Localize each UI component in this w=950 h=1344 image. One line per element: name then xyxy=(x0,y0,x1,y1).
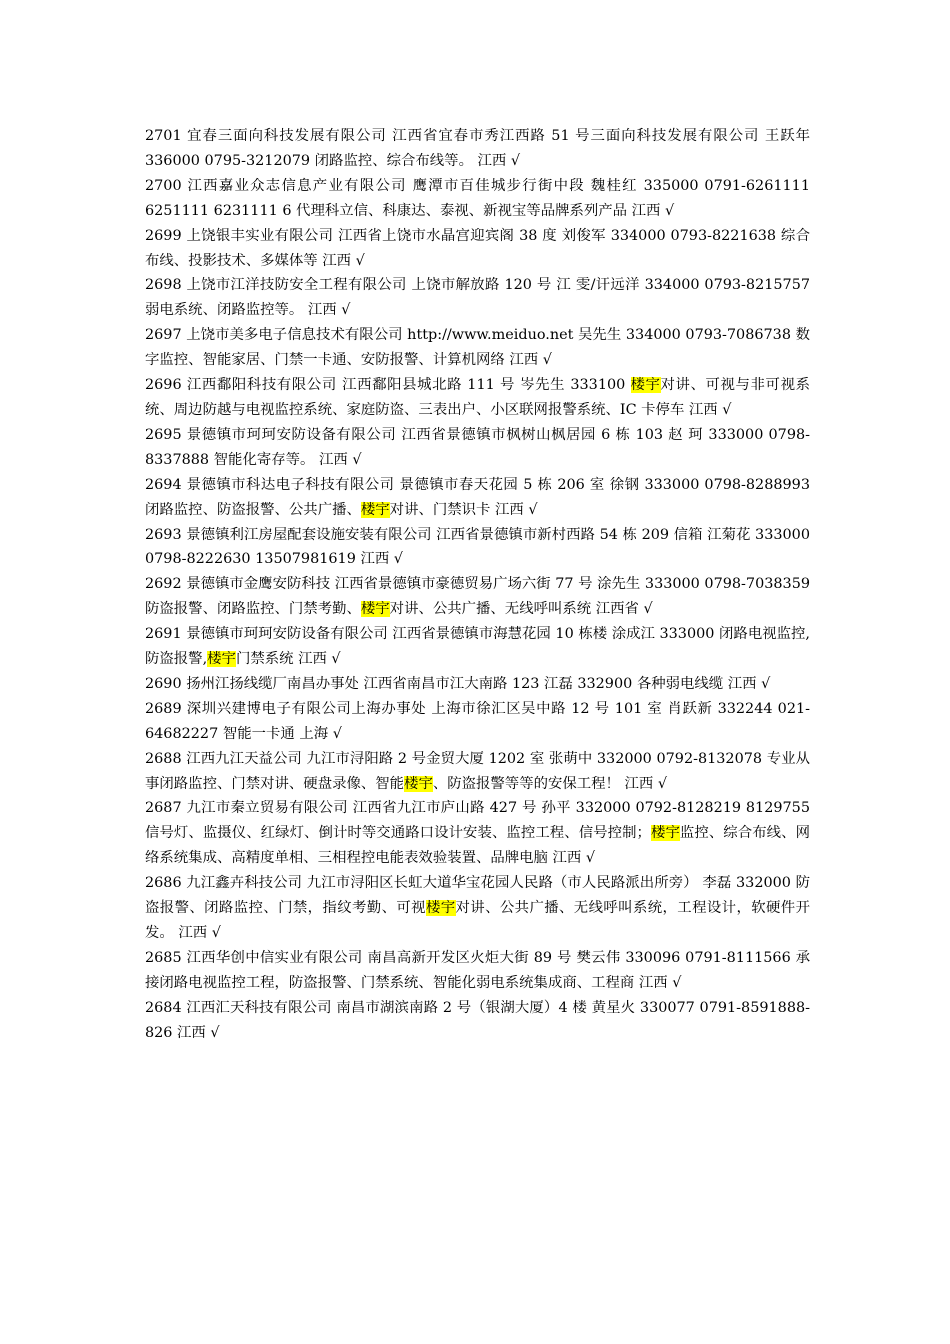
directory-entry xyxy=(145,373,810,423)
directory-entry xyxy=(145,224,810,274)
directory-entry xyxy=(145,946,810,996)
entry-text: 2700 江西嘉业众志信息产业有限公司 鹰潭市百佳城步行街中段 魏桂红 335000 0791-6261111 6251111 6231111 6 代理科立信、科康达、泰视、新视宝等品牌系列产品 江西 √ xyxy=(145,177,810,219)
directory-entry xyxy=(145,672,810,697)
entry-text: 对讲、门禁识卡 江西 √ xyxy=(389,501,538,518)
document-page xyxy=(145,124,810,1046)
entry-text: 2690 扬州江扬线缆厂南昌办事处 江西省南昌市江大南路 123 江磊 332900 各种弱电线缆 江西 √ xyxy=(145,675,771,692)
entry-text: 对讲、可视与非可视系统、周边防越与电视监控系统、家庭防盗、三表出户、小区联网报警系统、IC 卡停车 江西 √ xyxy=(145,377,810,418)
directory-entry xyxy=(145,747,810,797)
entry-text: 2695 景德镇市珂珂安防设备有限公司 江西省景德镇市枫树山枫居园 6 栋 103 赵 珂 333000 0798-8337888 智能化寄存等。 江西 √ xyxy=(145,426,810,468)
directory-entry xyxy=(145,871,810,946)
directory-entry xyxy=(145,273,810,323)
entry-text: 对讲、公共广播、无线呼叫系统 江西省 √ xyxy=(389,601,653,618)
entry-text: 2696 江西鄱阳科技有限公司 江西鄱阳县城北路 111 号 岑先生 333100 xyxy=(145,377,631,394)
directory-entry xyxy=(145,572,810,622)
entry-text: 2691 景德镇市珂珂安防设备有限公司 江西省景德镇市海慧花园 10 栋楼 涂成江 333000 闭路电视监控,防盗报警, xyxy=(145,626,810,668)
entry-text: 2684 江西汇天科技有限公司 南昌市湖滨南路 2 号（银湖大厦）4 楼 黄星火 330077 0791-8591888-826 江西 √ xyxy=(145,999,810,1041)
directory-entry xyxy=(145,174,810,224)
directory-entry xyxy=(145,124,810,174)
directory-entry xyxy=(145,796,810,871)
entry-text: 对讲、公共广播、无线呼叫系统，工程设计，软硬件开发。 江西 √ xyxy=(145,900,810,941)
entry-text: 2694 景德镇市科达电子科技有限公司 景德镇市春天花园 5 栋 206 室 徐钢 333000 0798-8288993 闭路监控、防盗报警、公共广播、 xyxy=(145,476,810,518)
highlighted-keyword: 楼宇 xyxy=(425,900,456,917)
directory-entry xyxy=(145,996,810,1046)
entry-text: 2687 九江市秦立贸易有限公司 江西省九江市庐山路 427 号 孙平 332000 0792-8128219 8129755 信号灯、监摄仪、红绿灯、倒计时等交通路口设计安装、监控工程、信号控制； xyxy=(145,800,810,842)
highlighted-keyword: 楼宇 xyxy=(630,377,661,394)
entry-text: 2689 深圳兴建博电子有限公司上海办事处 上海市徐汇区吴中路 12 号 101 室 肖跃新 332244 021-64682227 智能一卡通 上海 √ xyxy=(145,700,810,742)
highlighted-keyword: 楼宇 xyxy=(650,825,680,842)
entry-text: 2693 景德镇利江房屋配套设施安装有限公司 江西省景德镇市新村西路 54 栋 209 信箱 江菊花 333000 0798-8222630 13507981619 江西 √ xyxy=(145,526,810,568)
entry-text: 2699 上饶银丰实业有限公司 江西省上饶市水晶宫迎宾阁 38 度 刘俊军 334000 0793-8221638 综合布线、投影技术、多媒体等 江西 √ xyxy=(145,227,810,269)
entry-text: 2688 江西九江天益公司 九江市浔阳路 2 号金贸大厦 1202 室 张萌中 332000 0792-8132078 专业从事闭路监控、门禁对讲、硬盘录像、智能 xyxy=(145,750,810,792)
directory-entry xyxy=(145,523,810,573)
entry-text: 2685 江西华创中信实业有限公司 南昌高新开发区火炬大街 89 号 樊云伟 330096 0791-8111566 承接闭路电视监控工程，防盗报警、门禁系统、智能化弱电系统集成商、工程商 江西 √ xyxy=(145,949,810,991)
directory-entry xyxy=(145,697,810,747)
directory-entry xyxy=(145,622,810,672)
directory-entry xyxy=(145,473,810,523)
entry-text: 2686 九江鑫卉科技公司 九江市浔阳区长虹大道华宝花园人民路（市人民路派出所旁） 李磊 332000 防盗报警、闭路监控、门禁，指纹考勤、可视 xyxy=(145,875,810,917)
entry-text: 2697 上饶市美多电子信息技术有限公司 http://www.meiduo.net 吴先生 334000 0793-7086738 数字监控、智能家居、门禁一卡通、安防报警、计算机网络 江西 √ xyxy=(145,327,810,369)
entry-text: 2698 上饶市江洋技防安全工程有限公司 上饶市解放路 120 号 江 雯/讦远洋 334000 0793-8215757 弱电系统、闭路监控等。 江西 √ xyxy=(145,277,810,319)
highlighted-keyword: 楼宇 xyxy=(360,601,390,618)
directory-entry xyxy=(145,323,810,373)
highlighted-keyword: 楼宇 xyxy=(360,501,390,518)
entry-text: 门禁系统 江西 √ xyxy=(235,651,341,668)
entry-text: 2692 景德镇市金鹰安防科技 江西省景德镇市豪德贸易广场六街 77 号 涂先生 333000 0798-7038359 防盗报警、闭路监控、门禁考勤、 xyxy=(145,576,810,618)
entry-text: 2701 宜春三面向科技发展有限公司 江西省宜春市秀江西路 51 号三面向科技发展有限公司 王跃年 336000 0795-3212079 闭路监控、综合布线等。 江西 √ xyxy=(145,128,810,169)
highlighted-keyword: 楼宇 xyxy=(404,775,433,792)
entry-text: 监控、综合布线、网络系统集成、高精度单相、三相程控电能表效验装置、品牌电脑 江西 √ xyxy=(145,825,810,867)
highlighted-keyword: 楼宇 xyxy=(207,651,236,668)
directory-entry xyxy=(145,423,810,473)
entry-text: 、防盗报警等等的安保工程！ 江西 √ xyxy=(432,775,668,792)
